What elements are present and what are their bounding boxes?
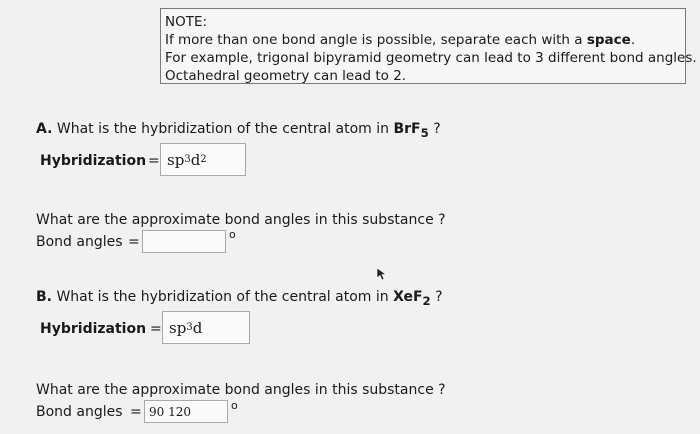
part-b-formula: XeF [393, 289, 423, 305]
note-line-1 [165, 31, 681, 49]
note-line-1-end: . [630, 32, 636, 48]
note-line-1-bold: space [586, 32, 631, 48]
part-a-hyb-sup2: 2 [200, 154, 207, 165]
note-line-1-text: If more than one bond angle is possible, separate each with a [165, 32, 587, 48]
part-a-hybridization-label: Hybridization [40, 153, 147, 169]
part-a-hyb-sup1: 3 [184, 154, 191, 165]
part-a-question-end: ? [428, 121, 441, 137]
part-a-formula-sub: 5 [420, 125, 429, 140]
part-b-hyb-mid: d [192, 318, 203, 337]
part-b-formula-sub: 2 [422, 293, 431, 308]
part-b-label: B. [36, 289, 52, 305]
part-b-equals: = [150, 321, 162, 337]
part-a-equals: = [148, 153, 160, 169]
part-a-degree-symbol: o [229, 228, 236, 241]
part-b-angles-question: What are the approximate bond angles in this substance ? [36, 382, 446, 398]
note-line-3: Octahedral geometry can lead to 2. [165, 68, 407, 84]
part-a-hybridization-input[interactable] [160, 143, 246, 176]
part-b-question [36, 289, 443, 308]
part-a-label: A. [36, 121, 53, 137]
part-b-hybridization-label: Hybridization [40, 321, 147, 337]
part-b-angles-input[interactable]: 90 120 [144, 400, 228, 423]
part-b-hyb-sup1: 3 [186, 322, 193, 333]
part-b-degree-symbol: o [231, 399, 238, 412]
part-a-angles-input[interactable] [142, 230, 226, 253]
part-a-angles-question: What are the approximate bond angles in this substance ? [36, 212, 446, 228]
mouse-cursor-icon [376, 267, 388, 281]
part-b-hybridization-input[interactable] [162, 311, 250, 344]
note-line-2: For example, trigonal bipyramid geometry can lead to 3 different bond angles. [165, 50, 697, 66]
part-a-formula: BrF [393, 121, 421, 137]
part-b-question-text: What is the hybridization of the central atom in [52, 289, 394, 305]
part-b-angles-equals: = [130, 404, 142, 420]
part-b-hyb-base: sp [169, 318, 187, 337]
part-a-question [36, 121, 441, 140]
part-b-question-end: ? [430, 289, 443, 305]
note-box [160, 8, 697, 84]
part-a-angles-label: Bond angles [36, 234, 123, 250]
part-a-hyb-base: sp [167, 150, 185, 169]
part-b-angles-label: Bond angles [36, 404, 123, 420]
part-a-hyb-mid: d [190, 150, 201, 169]
part-a-question-text: What is the hybridization of the central atom in [52, 121, 394, 137]
part-a-angles-equals: = [128, 234, 140, 250]
note-title: NOTE: [165, 14, 208, 30]
